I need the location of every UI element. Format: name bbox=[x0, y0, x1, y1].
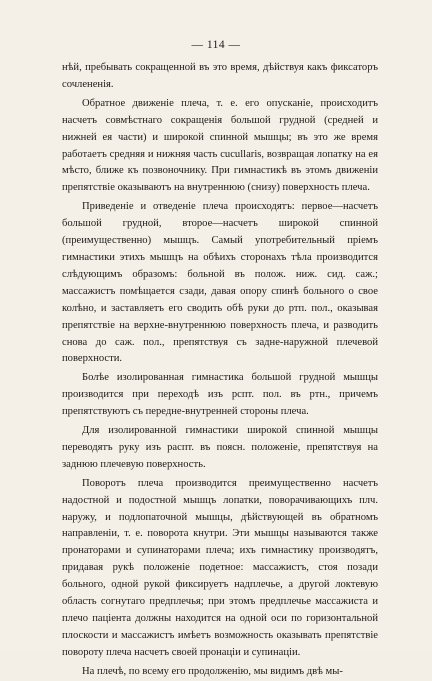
paragraph: Для изолированной гимнастики широкой спинной мышцы переводятъ руку изъ распт. въ поясн. положеніе, препятствуя на заднюю плечевую поверхность. bbox=[62, 425, 378, 470]
paragraph: Поворотъ плеча производится преимущественно насчетъ надостной и подостной мышцъ лопатки, поворачивающихъ плч. наружу, и подлопаточной мышцы, дѣйствующей въ обратномъ направленіи, т. е. поворота кнутри. Эти мышцы называются также пронаторами и супинаторами плеча; ихъ гимнастику производятъ, придавая рукѣ положеніе подетное: массажистъ, стоя позади больного, одной рукой фиксируетъ надплечье, а другой локтевую область согнутаго предплечья; при этомъ предплечье массажиста и плечо паціента должны находится на одной оси по горизонтальной плоскости и массажистъ имѣетъ возможность оказывать препятствіе повороту плеча насчетъ своей пронаціи и супинаціи. bbox=[62, 477, 378, 658]
body-text bbox=[62, 60, 378, 681]
paragraph: нѣй, пребывать сокращенной въ это время, дѣйствуя какъ фиксаторъ сочлененія. bbox=[62, 62, 378, 90]
paragraph: Приведеніе и отведеніе плеча происходятъ: первое—насчетъ большой грудной, второе—насчетъ широкой спинной (преимущественно) мышцъ. Самый употребительный пріемъ гимнастики этихъ мышцъ на обѣихъ сторонахъ тѣла производится слѣдующимъ образомъ: больной въ полож. ниж. сид. саж.; массажистъ помѣщается сзади, давая опору спинѣ больного о свое колѣно, и заставляетъ его сводить обѣ руки до ртп. пол., оказывая препятствіе на верхне-внутреннюю поверхность плеча, и разводить снова до саж. пол., препятствуя съ задне-наружной плечевой поверхности. bbox=[62, 201, 378, 365]
paragraph: Болѣе изолированная гимнастика большой грудной мышцы производится при переходѣ изъ рспт. пол. въ ртн., причемъ препятствуютъ съ передне-внутренней стороны плеча. bbox=[62, 372, 378, 418]
paragraph: На плечѣ, по всему его продолженію, мы видимъ двѣ мы- bbox=[82, 665, 343, 677]
paragraph: Обратное движеніе плеча, т. е. его опусканіе, происходитъ насчетъ совмѣстнаго сокращенія большой грудной (средней и нижней ея части) и широкой спинной мышцы; въ это же время работаетъ средняя и нижняя часть cucullaris, возвращая лопатку на ея мѣсто, ближе къ позвоночнику. При гимнастикѣ въ этомъ движеніи препятствіе оказываютъ на внутреннюю (снизу) поверхность плеча. bbox=[62, 97, 378, 194]
page-number: — 114 — bbox=[191, 39, 241, 51]
